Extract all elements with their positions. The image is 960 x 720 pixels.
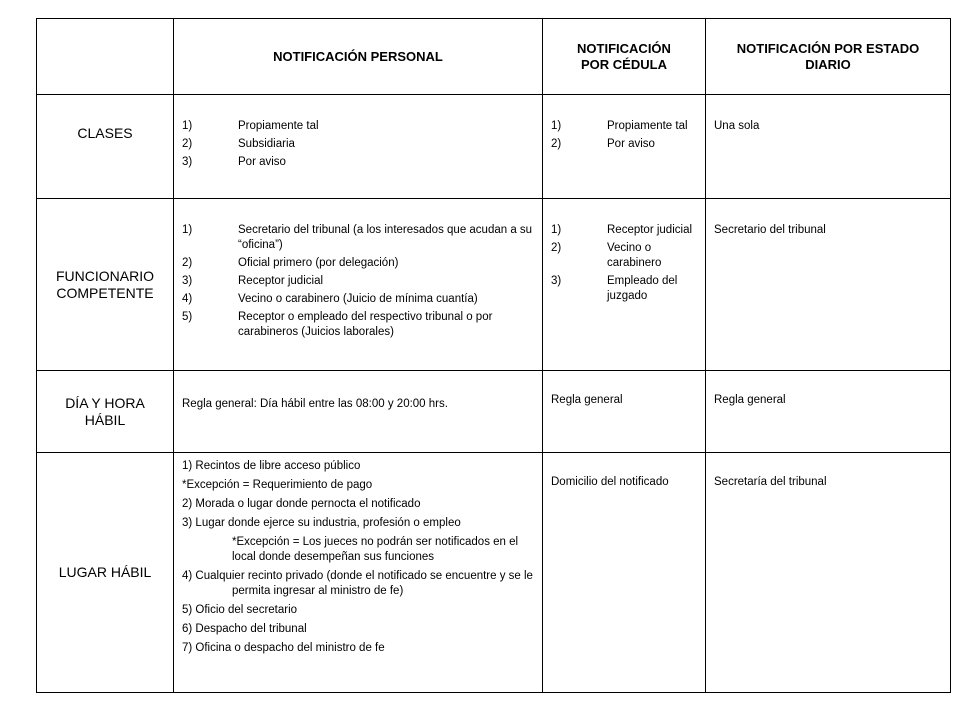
row-label-lugar: LUGAR HÁBIL — [37, 453, 174, 693]
header-empty-cell — [37, 19, 174, 95]
list-item: 1) Receptor judicial — [551, 224, 693, 236]
header-personal: NOTIFICACIÓN PERSONAL — [174, 19, 543, 95]
lugar-estado-cell: Secretaría del tribunal — [706, 453, 951, 693]
list-item: *Excepción = Requerimiento de pago — [182, 479, 373, 491]
funcionario-cedula-cell — [543, 199, 706, 371]
list-item: *Excepción = Los jueces no podrán ser notificados en el local donde desempeñan sus funciones — [232, 536, 519, 563]
list-item: 1) Recintos de libre acceso público — [182, 460, 361, 472]
funcionario-estado-cell: Secretario del tribunal — [706, 199, 951, 371]
list-item: 3) Empleado del juzgado — [551, 275, 678, 302]
list-item: 1) Propiamente tal — [551, 120, 688, 132]
list-item: 3) Por aviso — [182, 156, 286, 168]
list-item: 7) Oficina o despacho del ministro de fe — [182, 642, 385, 654]
list-item: 5) Oficio del secretario — [182, 604, 298, 616]
list-item: 4) Vecino o carabinero (Juicio de mínima cuantía) — [182, 293, 478, 305]
list-item: 3) Receptor judicial — [182, 275, 324, 287]
list-item: 1) Secretario del tribunal (a los interesados que acudan a su “oficina”) — [182, 224, 533, 251]
clases-cedula-cell — [543, 95, 706, 199]
dia-personal-cell: Regla general: Día hábil entre las 08:00 y 20:00 hrs. — [174, 371, 543, 453]
row-label-dia: DÍA Y HORA HÁBIL — [37, 371, 174, 453]
dia-estado-cell: Regla general — [706, 371, 951, 453]
list-item: 5) Receptor o empleado del respectivo tribunal o por carabineros (Juicios laborales) — [182, 311, 493, 338]
lugar-cedula-cell: Domicilio del notificado — [543, 453, 706, 693]
dia-cedula-cell: Regla general — [543, 371, 706, 453]
table-row-clases — [37, 95, 951, 199]
list-item: 1) Propiamente tal — [182, 120, 319, 132]
row-label-funcionario: FUNCIONARIO COMPETENTE — [37, 199, 174, 371]
list-item: 2) Morada o lugar donde pernocta el notificado — [182, 498, 421, 510]
list-item: 6) Despacho del tribunal — [182, 623, 307, 635]
row-label-clases: CLASES — [37, 95, 174, 199]
list-item: 2) Oficial primero (por delegación) — [182, 257, 399, 269]
lugar-personal-cell — [174, 453, 543, 693]
table-row-lugar — [37, 453, 951, 693]
table-row-funcionario — [37, 199, 951, 371]
header-row — [37, 19, 951, 95]
header-estado-diario: NOTIFICACIÓN POR ESTADO DIARIO — [706, 19, 951, 95]
clases-estado-cell: Una sola — [706, 95, 951, 199]
notification-comparison-table — [36, 18, 951, 693]
header-cedula: NOTIFICACIÓN POR CÉDULA — [543, 19, 706, 95]
list-item: 4) Cualquier recinto privado (donde el notificado se encuentre y se le permita ingresar al ministro de fe) — [182, 570, 533, 597]
list-item: 2) Subsidiaria — [182, 138, 295, 150]
funcionario-personal-cell — [174, 199, 543, 371]
table-row-dia — [37, 371, 951, 453]
list-item: 2) Vecino o carabinero — [551, 242, 662, 269]
list-item: 3) Lugar donde ejerce su industria, profesión o empleo — [182, 517, 461, 529]
clases-personal-cell — [174, 95, 543, 199]
list-item: 2) Por aviso — [551, 138, 655, 150]
